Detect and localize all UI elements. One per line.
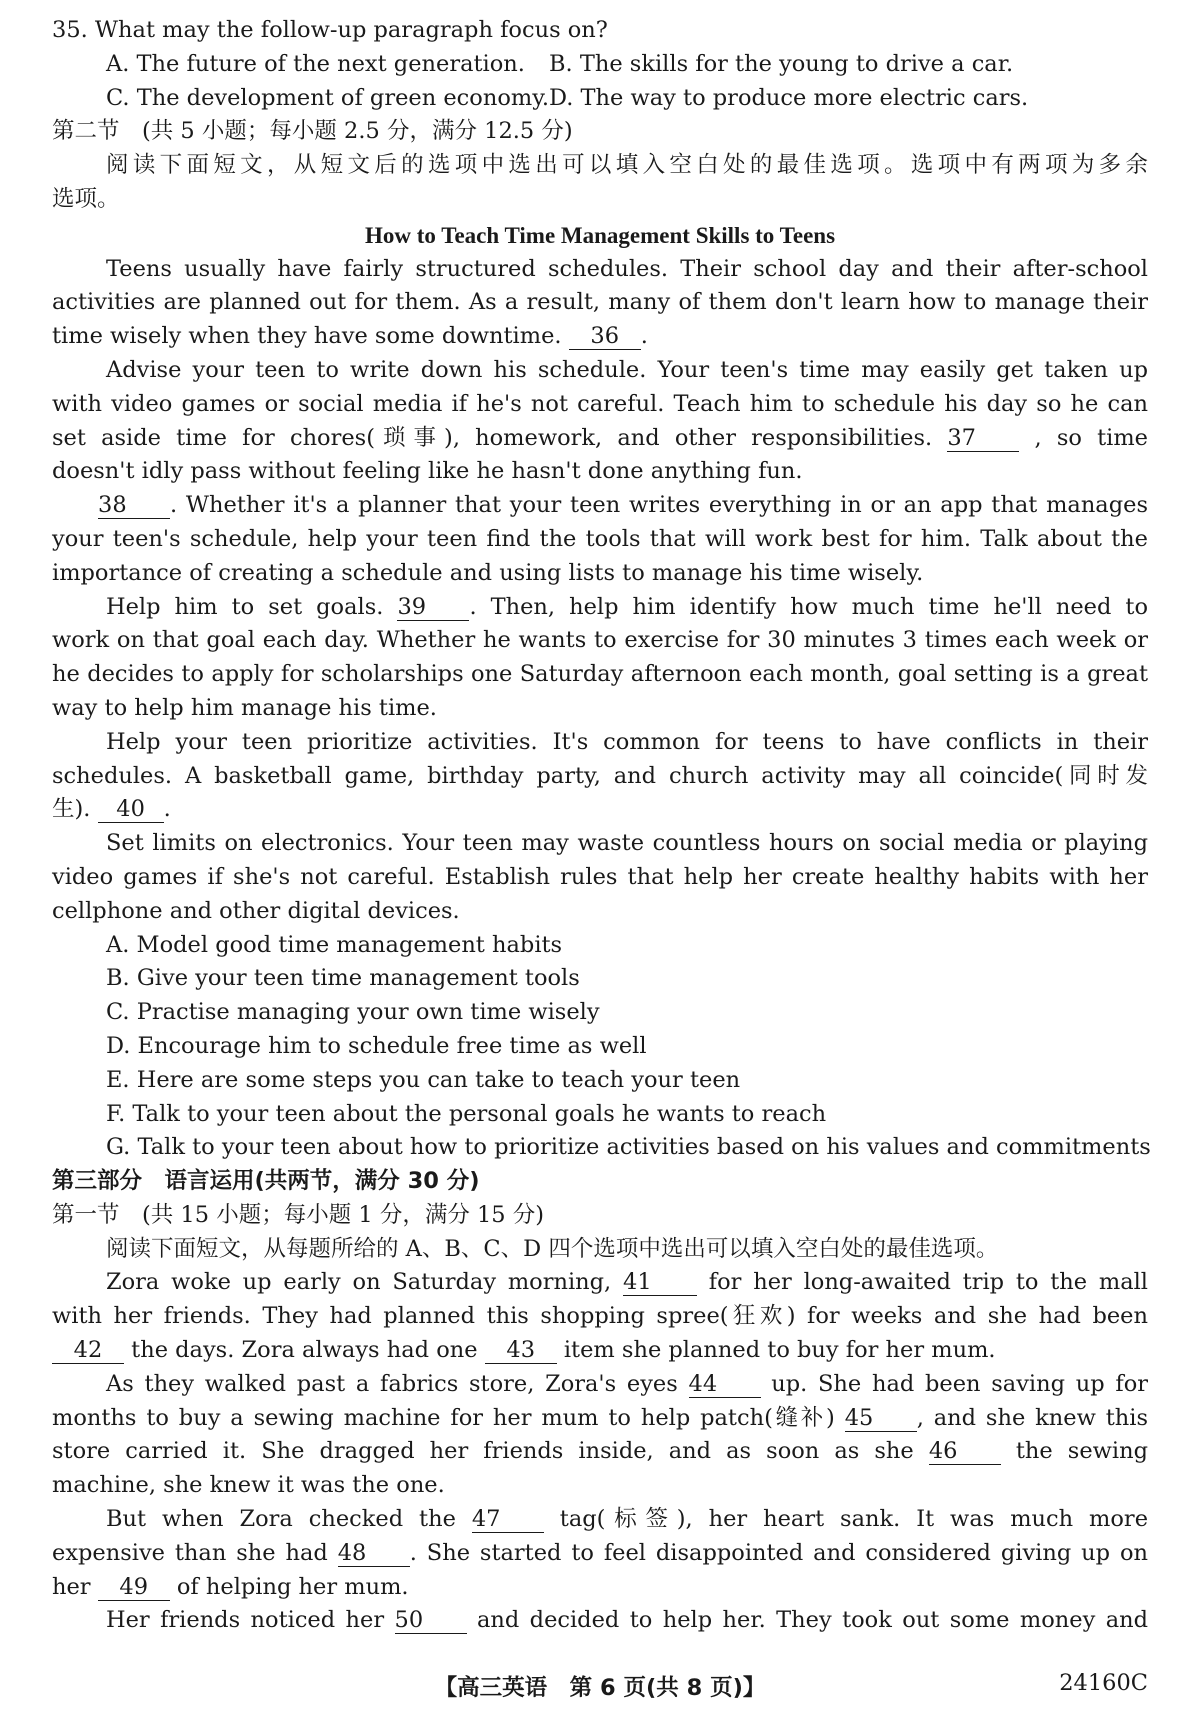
passage-line: activities are planned out for them. As a result, many of them don't learn how to manage their [52,289,1148,316]
passage-line: importance of creating a schedule and using lists to manage his time wisely. [52,559,924,586]
blank-39: 39 [397,594,469,621]
question-35-options-row-1 [52,48,1148,82]
blank-45: 45 [845,1405,917,1432]
section-2-instruction-line-2: 选项。 [52,185,120,212]
answer-option-a: A. Model good time management habits [106,931,563,958]
blank-50: 50 [395,1607,467,1634]
question-35-stem: 35. What may the follow-up paragraph focus on? [52,17,608,43]
option-d: D. The way to produce more electric cars. [549,84,1029,111]
option-a: A. The future of the next generation. [106,50,525,77]
passage-line: Zora woke up early on Saturday morning, 41 for her long-awaited trip to the mall [106,1269,1148,1296]
option-c: C. The development of green economy. [106,84,550,111]
passage-line: Teens usually have fairly structured schedules. Their school day and their after-school [106,255,1148,282]
passage-line: he decides to apply for scholarships one Saturday afternoon each month, goal setting is a great [52,661,1148,688]
passage-line: cellphone and other digital devices. [52,897,460,924]
passage-line: 生). 40 . [52,796,171,823]
part-3-section-1-header: 第一节 (共 15 小题；每小题 1 分，满分 15 分) [52,1201,545,1228]
passage-line: schedules. A basketball game, birthday party, and church activity may all coincide(同时发 [52,762,1148,789]
part-3-header: 第三部分 语言运用(共两节，满分 30 分) [52,1168,480,1195]
passage-line: Help your teen prioritize activities. It's common for teens to have conflicts in their [106,728,1148,755]
part-3-instruction: 阅读下面短文，从每题所给的 A、B、C、D 四个选项中选出可以填入空白处的最佳选项。 [106,1235,999,1262]
passage-line: months to buy a sewing machine for her mum to help patch(缝补) 45 , and she knew this [52,1404,1149,1431]
blank-46: 46 [929,1438,1001,1465]
blank-48: 48 [338,1540,410,1567]
passage-line: your teen's schedule, help your teen find the tools that will work best for him. Talk about the [52,525,1148,552]
blank-49: 49 [98,1574,170,1601]
passage-line: But when Zora checked the 47 tag(标签), her heart sank. It was much more [106,1506,1149,1533]
passage-line: Advise your teen to write down his schedule. Your teen's time may easily get taken up [106,356,1148,383]
passage-line: expensive than she had 48 . She started to feel disappointed and considered giving up on [52,1539,1149,1566]
answer-option-f: F. Talk to your teen about the personal goals he wants to reach [106,1100,827,1127]
answer-option-b: B. Give your teen time management tools [106,965,580,992]
answer-option-g: G. Talk to your teen about how to prioritize activities based on his values and commitments [106,1134,1151,1161]
blank-41: 41 [623,1269,697,1296]
blank-43: 43 [485,1337,557,1364]
blank-47: 47 [472,1506,544,1533]
blank-42: 42 [52,1337,124,1364]
option-b: B. The skills for the young to drive a car. [549,50,1014,77]
page-number: 【高三英语 第 6 页(共 8 页)】 [434,1675,766,1701]
passage-line: video games if she's not careful. Establish rules that help her create healthy habits with her [52,863,1148,890]
question-35-options-row-2 [52,82,1148,116]
blank-36: 36 [569,323,641,350]
passage-line: her 49 of helping her mum. [52,1573,409,1600]
blank-40: 40 [98,796,164,823]
blank-38: 38 [98,492,170,519]
passage-line: work on that goal each day. Whether he wants to exercise for 30 minutes 3 times each week or [52,627,1148,654]
exam-page [0,14,1200,1720]
paper-code: 24160C [1059,1670,1148,1696]
passage-line: Set limits on electronics. Your teen may waste countless hours on social media or playing [106,830,1148,857]
page-footer [0,1670,1200,1706]
answer-option-e: E. Here are some steps you can take to teach your teen [106,1066,741,1093]
passage-line: set aside time for chores(琐事), homework, and other responsibilities. 37 , so time [52,424,1148,451]
answer-option-d: D. Encourage him to schedule free time as well [106,1032,647,1059]
passage-line: doesn't idly pass without feeling like he hasn't done anything fun. [52,458,803,485]
blank-44: 44 [689,1371,761,1398]
blank-37: 37 [947,425,1019,452]
passage-line: time wisely when they have some downtime. 36 . [52,323,648,350]
section-2-instruction-line-1: 阅读下面短文，从短文后的选项中选出可以填入空白处的最佳选项。选项中有两项为多余 [106,152,1148,179]
passage-line: 42 the days. Zora always had one 43 item she planned to buy for her mum. [52,1334,1148,1368]
passage-line: Her friends noticed her 50 and decided to help her. They took out some money and [106,1607,1149,1634]
section-2-header: 第二节 (共 5 小题；每小题 2.5 分，满分 12.5 分) [52,118,573,145]
passage-line: Help him to set goals. 39 . Then, help him identify how much time he'll need to [106,593,1148,620]
passage-line: with her friends. They had planned this shopping spree(狂欢) for weeks and she had been [52,1303,1148,1330]
passage-line: 38 . Whether it's a planner that your teen writes everything in or an app that manages [98,492,1148,519]
passage-line: way to help him manage his time. [52,694,437,721]
answer-option-c: C. Practise managing your own time wisely [106,999,600,1026]
passage-line: machine, she knew it was the one. [52,1472,445,1499]
passage-title: How to Teach Time Management Skills to Teens [364,222,836,248]
passage-line: with video games or social media if he's not careful. Teach him to schedule his day so he can [52,390,1148,417]
passage-line: store carried it. She dragged her friends inside, and as soon as she 46 the sewing [52,1438,1149,1465]
passage-line: As they walked past a fabrics store, Zora's eyes 44 up. She had been saving up for [106,1370,1148,1397]
